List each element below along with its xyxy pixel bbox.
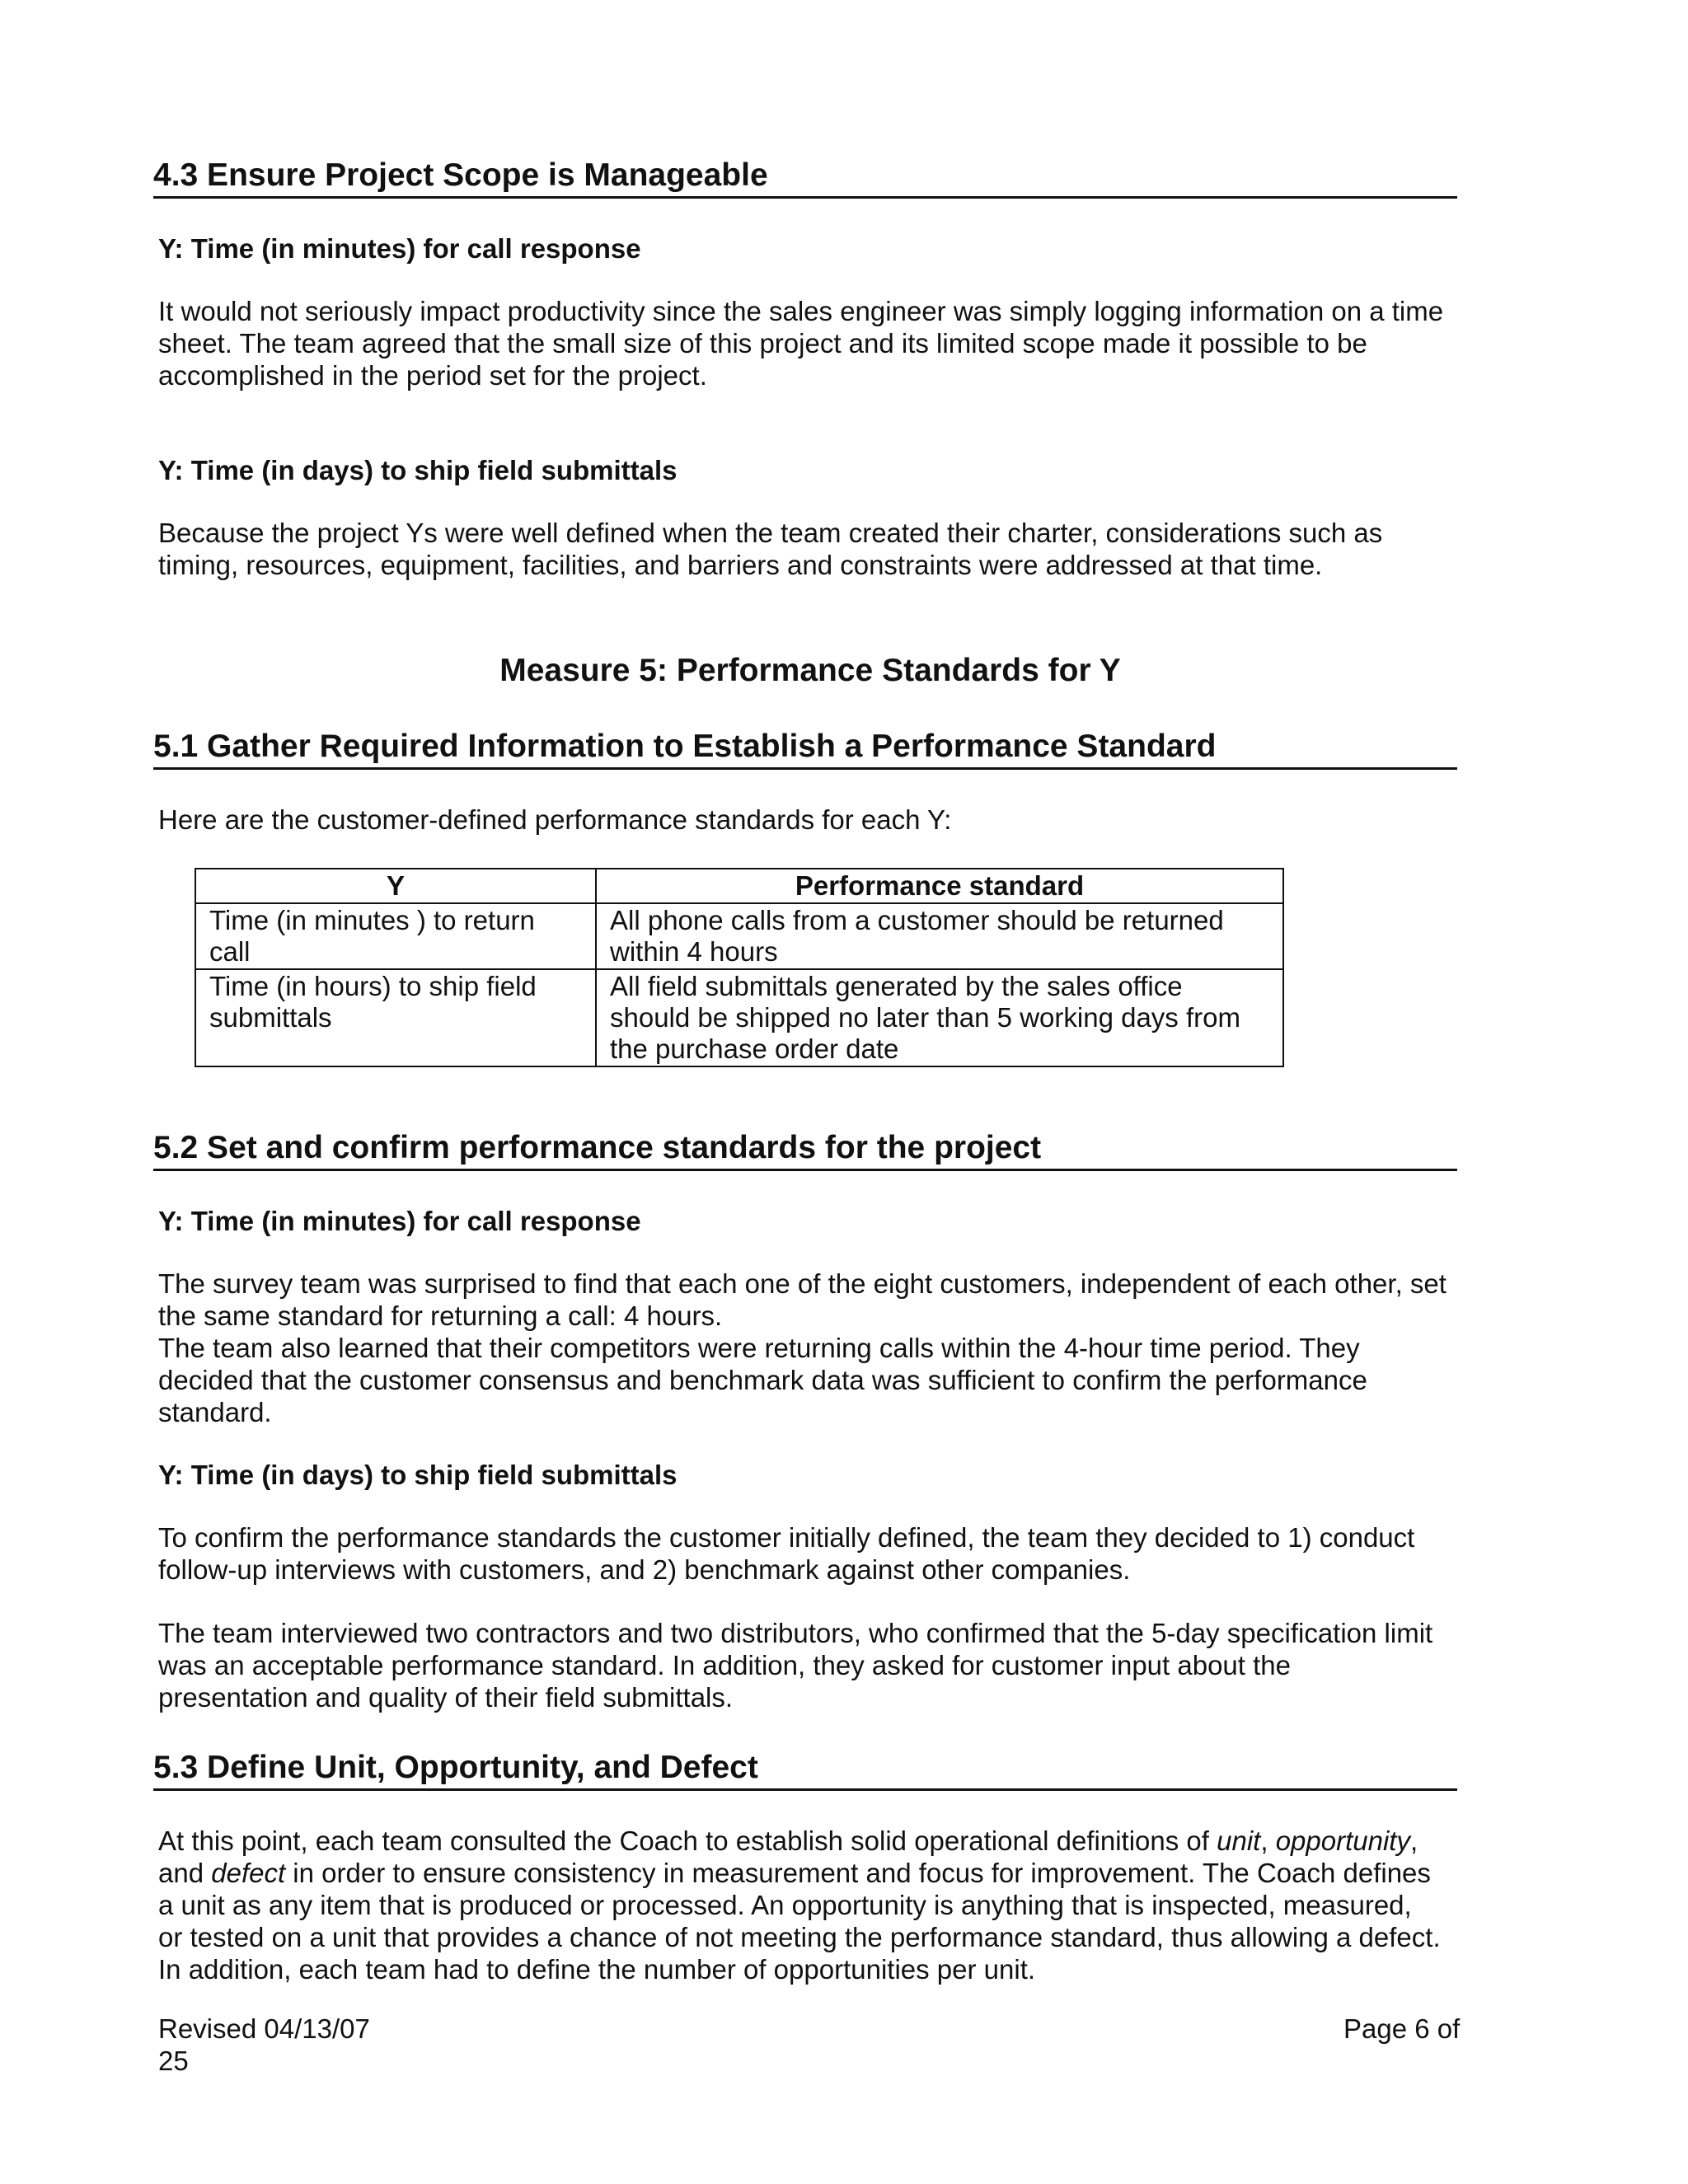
- table-cell-y: [195, 903, 596, 969]
- s52-subheading-call-response: Y: Time (in minutes) for call response: [158, 1206, 641, 1236]
- section-4-3-heading: 4.3 Ensure Project Scope is Manageable: [153, 157, 1457, 199]
- text-line: within 4 hours: [610, 936, 778, 967]
- s53-paragraph: [158, 1825, 1477, 1985]
- text-line: To confirm the performance standards the customer initially defined, the team they decided to 1) conduct: [158, 1522, 1415, 1553]
- text-line: the purchase order date: [610, 1033, 899, 1064]
- text-line: a unit as any item that is produced or processed. An opportunity is anything that is inspected, measured,: [158, 1890, 1412, 1920]
- table-cell-standard: [596, 903, 1283, 969]
- text-run: ,: [1409, 1825, 1418, 1856]
- section-5-1-heading: 5.1 Gather Required Information to Establish a Performance Standard: [153, 728, 1457, 770]
- text-line: or tested on a unit that provides a chance of not meeting the performance standard, thus allowing a defect.: [158, 1922, 1441, 1952]
- table-cell-standard: [596, 969, 1283, 1066]
- text-line: All field submittals generated by the sales office: [610, 971, 1183, 1001]
- text-line: standard.: [158, 1397, 272, 1427]
- text-line: The team also learned that their competitors were returning calls within the 4-hour time period. They: [158, 1333, 1360, 1363]
- text-line: call: [209, 936, 251, 967]
- text-line: Time (in hours) to ship field: [209, 971, 537, 1001]
- s51-intro: Here are the customer-defined performance standards for each Y:: [158, 804, 952, 835]
- s52-paragraph-3: [158, 1617, 1477, 1713]
- s52-subheading-ship-submittals: Y: Time (in days) to ship field submittals: [158, 1460, 678, 1490]
- text-line: [158, 1857, 1477, 1889]
- section-5-2-heading: 5.2 Set and confirm performance standards for the project: [153, 1129, 1457, 1171]
- s43-paragraph-1: [158, 295, 1477, 391]
- s52-paragraph-2: [158, 1521, 1477, 1586]
- text-run: in order to ensure consistency in measurement and focus for improvement. The Coach defines: [285, 1858, 1431, 1888]
- column-header-performance-standard: Performance standard: [596, 869, 1283, 903]
- text-line: The team interviewed two contractors and two distributors, who confirmed that the 5-day specification limit: [158, 1618, 1433, 1648]
- text-line: should be shipped no later than 5 working days from: [610, 1002, 1240, 1033]
- term-defect: defect: [211, 1858, 286, 1888]
- text-run: At this point, each team consulted the Coach to establish solid operational definitions of: [158, 1825, 1217, 1856]
- footer-page-number: Page 6 of: [1343, 2013, 1461, 2044]
- column-header-y: Y: [195, 869, 596, 903]
- text-line: Time (in minutes ) to return: [209, 905, 535, 935]
- footer-revised-date: Revised 04/13/07: [158, 2013, 370, 2044]
- text-run: and: [158, 1858, 212, 1888]
- text-line: accomplished in the period set for the project.: [158, 360, 707, 391]
- text-line: The survey team was surprised to find that each one of the eight customers, independent of each other, set: [158, 1268, 1447, 1299]
- footer-page-total: 25: [158, 2046, 189, 2076]
- term-unit: unit: [1217, 1825, 1261, 1856]
- table-row: [195, 903, 1283, 969]
- text-line: the same standard for returning a call: 4 hours.: [158, 1301, 723, 1331]
- s43-subheading-ship-submittals: Y: Time (in days) to ship field submittals: [158, 455, 678, 485]
- text-line: timing, resources, equipment, facilities, and barriers and constraints were addressed at that time.: [158, 550, 1323, 580]
- text-line: was an acceptable performance standard. In addition, they asked for customer input about the: [158, 1650, 1291, 1680]
- table-header-row: [195, 869, 1283, 903]
- text-line: decided that the customer consensus and benchmark data was sufficient to confirm the performance: [158, 1365, 1367, 1395]
- text-line: In addition, each team had to define the number of opportunities per unit.: [158, 1954, 1036, 1985]
- text-line: follow-up interviews with customers, and 2) benchmark against other companies.: [158, 1554, 1131, 1585]
- section-5-3-heading: 5.3 Define Unit, Opportunity, and Defect: [153, 1749, 1457, 1791]
- text-run: ,: [1260, 1825, 1276, 1856]
- s43-paragraph-2: [158, 517, 1477, 581]
- text-line: presentation and quality of their field submittals.: [158, 1682, 734, 1713]
- performance-standards-table: [195, 868, 1284, 1067]
- table-row: [195, 969, 1283, 1066]
- text-line: Because the project Ys were well defined when the team created their charter, considerations such as: [158, 518, 1383, 548]
- text-line: submittals: [209, 1002, 332, 1033]
- s52-paragraph-1: [158, 1268, 1477, 1428]
- text-line: It would not seriously impact productivity since the sales engineer was simply logging information on a time: [158, 296, 1444, 326]
- table-cell-y: [195, 969, 596, 1066]
- text-line: All phone calls from a customer should be returned: [610, 905, 1224, 935]
- measure-5-title: Measure 5: Performance Standards for Y: [499, 653, 1121, 688]
- text-line: [158, 1825, 1477, 1857]
- term-opportunity: opportunity: [1275, 1825, 1410, 1856]
- s43-subheading-call-response: Y: Time (in minutes) for call response: [158, 233, 641, 264]
- text-line: sheet. The team agreed that the small size of this project and its limited scope made it possible to be: [158, 328, 1367, 359]
